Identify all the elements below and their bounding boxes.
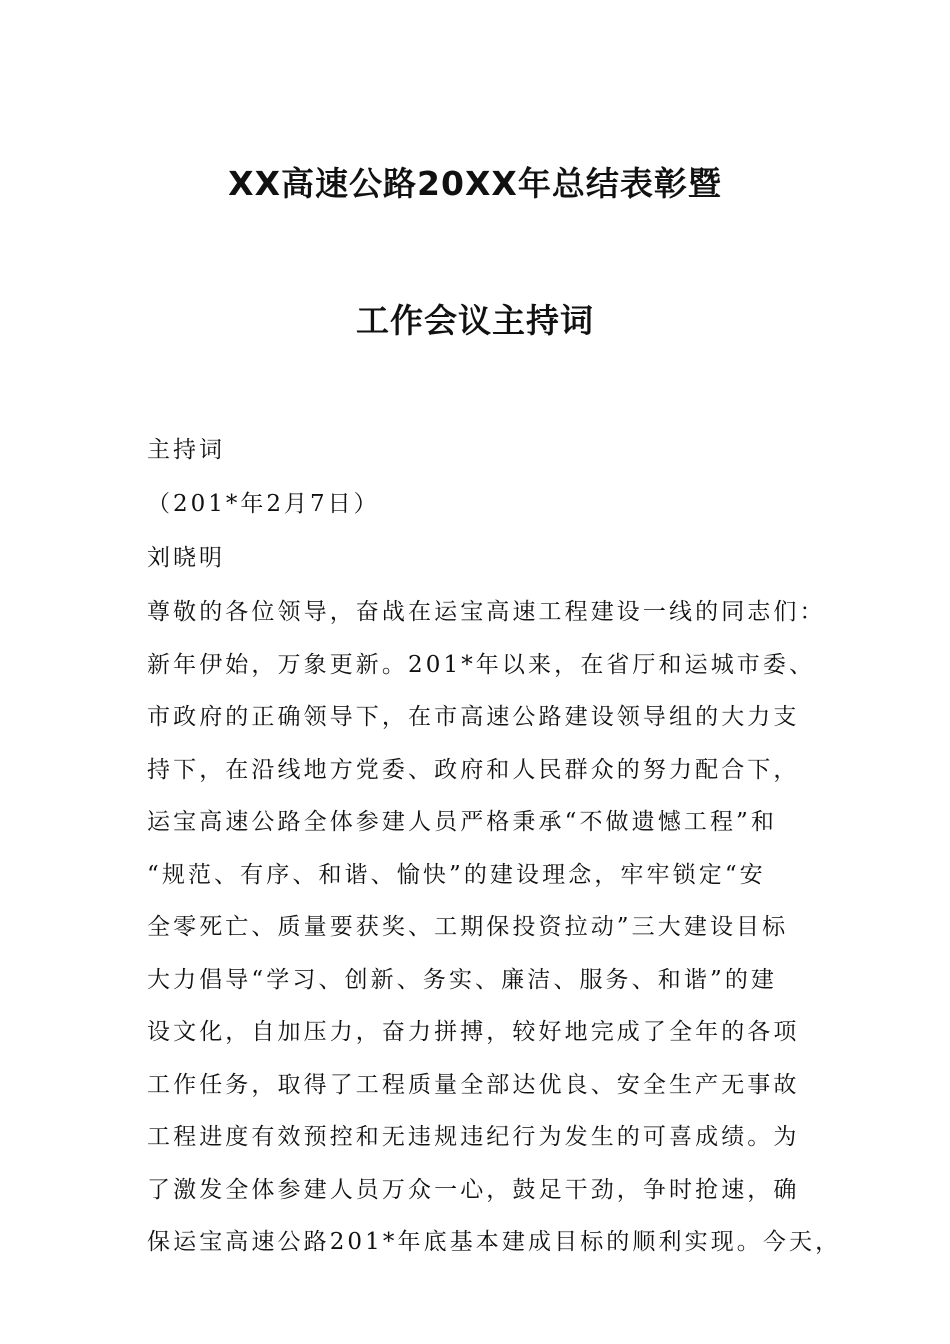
document-title-line-1: XX高速公路20XX年总结表彰暨	[228, 164, 722, 203]
body-line: 大力倡导“学习、创新、务实、廉洁、服务、和谐”的建	[147, 966, 778, 993]
body-line: 保运宝高速公路201*年底基本建成目标的顺利实现。今天，	[147, 1229, 842, 1255]
body-line: “规范、有序、和谐、愉快”的建设理念，牢牢锁定“安	[147, 861, 766, 888]
document-title-line-2: 工作会议主持词	[356, 301, 594, 340]
heading-label: 主持词	[147, 437, 225, 463]
body-line: 运宝高速公路全体参建人员严格秉承“不做遗憾工程”和	[147, 809, 778, 835]
body-line: 尊敬的各位领导，奋战在运宝高速工程建设一线的同志们：	[147, 599, 826, 625]
body-line: 了激发全体参建人员万众一心，鼓足干劲，争时抢速，确	[147, 1176, 800, 1203]
body-line: 工作任务，取得了工程质量全部达优良、安全生产无事故	[147, 1071, 800, 1098]
body-line: 设文化，自加压力，奋力拼搏，较好地完成了全年的各项	[147, 1019, 800, 1045]
body-line: 持下，在沿线地方党委、政府和人民群众的努力配合下，	[147, 756, 800, 783]
body-line: 新年伊始，万象更新。201*年以来，在省厅和运城市委、	[147, 651, 816, 678]
body-line: 全零死亡、质量要获奖、工期保投资拉动”三大建设目标	[147, 914, 789, 940]
date-line: （201*年2月7日）	[147, 491, 380, 517]
document-body	[147, 432, 842, 1277]
body-line: 市政府的正确领导下，在市高速公路建设领导组的大力支	[147, 704, 800, 730]
body-line: 工程进度有效预控和无违规违纪行为发生的可喜成绩。为	[147, 1124, 800, 1150]
speaker-name: 刘晓明	[147, 545, 225, 571]
